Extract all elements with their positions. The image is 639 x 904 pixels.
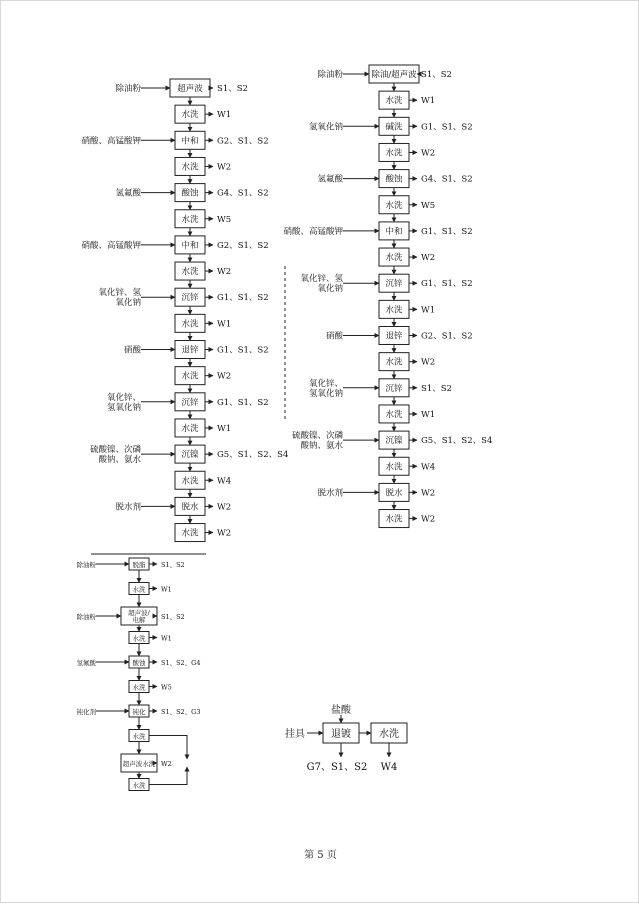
input-label: 氧化钠: [317, 284, 343, 295]
output-label: G7、S1、S2: [306, 762, 368, 773]
process-step-label: 退锌: [385, 331, 403, 342]
process-flow-diagram: [1, 1, 639, 904]
output-label: G5、S1、S2、S4: [421, 436, 493, 447]
process-step-label: 水洗: [181, 423, 199, 434]
process-step-label: 沉锌: [181, 293, 199, 304]
input-label: 钝化剂: [76, 708, 96, 716]
process-step-label: 超声波: [177, 84, 203, 94]
input-label: 脱水剂: [317, 488, 343, 499]
output-label: W2: [217, 502, 232, 513]
input-label: 硝酸、高锰酸钾: [283, 226, 343, 237]
output-label: W1: [421, 409, 436, 420]
process-step-label: 脱水: [181, 502, 199, 513]
process-step-label: 中和: [385, 226, 403, 237]
process-step-label: 水洗: [385, 200, 403, 211]
process-step-label: 钝化: [132, 708, 146, 716]
input-label: 硫酸镍、次磷: [89, 445, 141, 456]
process-step-label: 水洗: [379, 729, 399, 740]
process-step-label: 水洗: [132, 585, 146, 594]
input-label: 氧化锌、: [106, 392, 141, 403]
output-label: W2: [421, 148, 436, 159]
process-step-label: 退锌: [181, 345, 199, 356]
process-step-label: 沉锌: [385, 279, 403, 290]
output-label: W2: [421, 357, 436, 368]
output-label: W4: [217, 476, 232, 487]
output-label: G2、S1、S2: [217, 136, 269, 147]
output-label: W2: [217, 267, 232, 278]
process-step-label: 酸蚀: [385, 174, 403, 185]
output-label: W1: [161, 585, 172, 594]
output-label: W1: [217, 319, 232, 330]
process-step-label: 水洗: [181, 214, 199, 225]
process-step-label: 水洗: [132, 781, 146, 790]
process-step-label: 水洗: [385, 305, 403, 316]
output-label: G1、S1、S2: [217, 345, 269, 356]
output-label: S1、S2: [161, 613, 185, 621]
input-label: 氢氧化钠: [308, 388, 343, 399]
process-step-label: 水洗: [132, 683, 146, 692]
output-label: S1、S2、G3: [161, 708, 201, 716]
process-step-label: 水洗: [385, 253, 403, 264]
input-label: 酸钠、氨水: [300, 441, 343, 452]
output-label: W1: [217, 423, 232, 434]
output-label: G2、S1、S2: [421, 331, 473, 342]
process-step-label: 沉锌: [385, 383, 403, 394]
process-step-label: 水洗: [181, 319, 199, 330]
output-label: G4、S1、S2: [421, 174, 473, 185]
output-label: W2: [421, 253, 436, 264]
process-step-label: 水洗: [385, 409, 403, 420]
output-label: W2: [161, 760, 172, 768]
input-label: 除油粉: [76, 561, 96, 569]
process-step-label: 酸蚀: [132, 659, 146, 667]
process-step-label: 碱洗: [385, 122, 403, 133]
input-label: 氧化锌、氢: [300, 274, 343, 285]
process-step-label: 退镀: [331, 729, 351, 740]
output-label: G1、S1、S2: [217, 397, 269, 408]
output-label: W5: [161, 683, 172, 692]
output-label: S1、S2: [161, 561, 185, 569]
process-step-label: 沉镍: [385, 436, 403, 447]
input-label: 脱水剂: [115, 502, 141, 513]
process-step-label: 水洗: [385, 357, 403, 368]
input-label: 盐酸: [331, 705, 351, 716]
process-step-label: 水洗: [181, 476, 199, 487]
input-label: 除油粉: [76, 613, 96, 621]
input-label: 硝酸、高锰酸钾: [81, 240, 141, 251]
process-step-label: 电解: [132, 616, 146, 624]
input-label: 氧化钠: [115, 298, 141, 309]
output-label: G5、S1、S2、S4: [217, 450, 289, 461]
process-step-label: 除油/超声波: [371, 70, 417, 80]
process-step-label: 水洗: [385, 96, 403, 107]
input-label: 氢氟酸: [115, 188, 141, 199]
page-number: 第 5 页: [304, 850, 337, 861]
process-step-label: 超声波/: [128, 609, 150, 617]
process-step-label: 沉锌: [181, 397, 199, 408]
output-label: W5: [217, 214, 232, 225]
output-label: W2: [217, 528, 232, 539]
process-step-label: 酸蚀: [181, 188, 199, 199]
process-step-label: 中和: [181, 240, 199, 251]
output-label: W5: [421, 200, 436, 211]
output-label: W4: [380, 762, 398, 773]
output-label: S1、S2: [421, 70, 452, 80]
output-label: W1: [217, 110, 232, 121]
output-label: S1、S2、G4: [161, 659, 201, 667]
input-label: 挂具: [285, 729, 305, 740]
output-label: W2: [217, 371, 232, 382]
output-label: W1: [421, 96, 436, 107]
process-step-label: 超声波水洗: [122, 760, 156, 768]
output-label: G1、S1、S2: [217, 293, 269, 304]
output-label: W2: [217, 162, 232, 173]
output-label: W2: [421, 488, 436, 499]
input-label: 酸钠、氨水: [98, 455, 141, 466]
input-label: 硫酸镍、次磷: [291, 431, 343, 442]
process-step-label: 水洗: [132, 634, 146, 643]
output-label: G2、S1、S2: [217, 240, 269, 251]
process-step-label: 水洗: [181, 162, 199, 173]
input-label: 氢氟酸: [76, 659, 96, 667]
process-step-label: 水洗: [181, 267, 199, 278]
input-label: 氢氧化钠: [308, 122, 343, 133]
output-label: G4、S1、S2: [217, 188, 269, 199]
process-step-label: 水洗: [385, 148, 403, 159]
input-label: 除油粉: [115, 84, 141, 94]
output-label: W4: [421, 462, 436, 473]
output-label: W1: [161, 634, 172, 643]
input-label: 氧化锌、: [308, 378, 343, 389]
input-label: 硝酸: [325, 331, 343, 342]
output-label: S1、S2: [421, 383, 452, 394]
input-label: 氢氧化钠: [106, 402, 141, 413]
process-step-label: 水洗: [181, 371, 199, 382]
process-step-label: 脱脂: [132, 561, 146, 569]
input-label: 氧化锌、氢: [98, 288, 141, 299]
process-step-label: 脱水: [385, 488, 403, 499]
output-label: W1: [421, 305, 436, 316]
output-label: G1、S1、S2: [421, 122, 473, 133]
process-step-label: 水洗: [385, 462, 403, 473]
output-label: G1、S1、S2: [421, 226, 473, 237]
output-label: G1、S1、S2: [421, 279, 473, 290]
process-step-label: 水洗: [385, 514, 403, 525]
process-step-label: 中和: [181, 136, 199, 147]
process-step-label: 水洗: [132, 732, 146, 741]
input-label: 硝酸、高锰酸钾: [81, 136, 141, 147]
output-label: W2: [421, 514, 436, 525]
input-label: 硝酸: [123, 345, 141, 356]
output-label: S1、S2: [217, 84, 248, 94]
process-step-label: 沉镍: [181, 450, 199, 461]
process-step-label: 水洗: [181, 528, 199, 539]
input-label: 除油粉: [317, 70, 343, 80]
process-step-label: 水洗: [181, 110, 199, 121]
input-label: 氢氟酸: [317, 174, 343, 185]
